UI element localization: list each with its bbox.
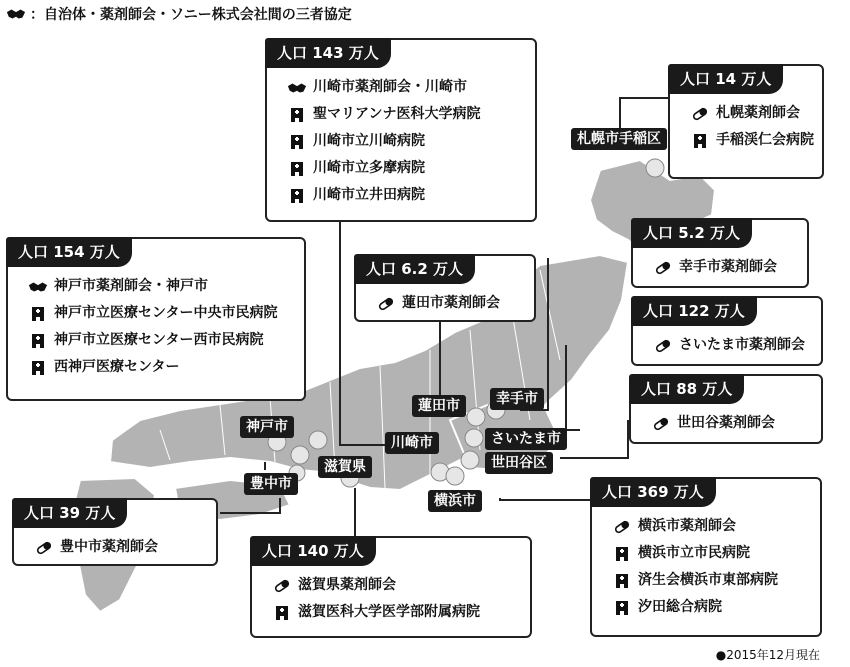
hospital-icon (272, 605, 292, 621)
partner-item (8, 354, 304, 381)
partner-name: 滋賀医科大学医学部附属病院 (298, 604, 480, 620)
partner-name: 滋賀県薬剤師会 (298, 577, 396, 593)
hospital-icon (287, 107, 307, 123)
population-header: 人口 369 万人 (590, 477, 716, 507)
hospital-icon (28, 360, 48, 376)
info-box-kobe (6, 237, 306, 401)
pill-icon (653, 338, 673, 354)
pill-icon (651, 416, 671, 432)
partner-item (267, 182, 535, 209)
handshake-icon (287, 80, 307, 96)
population-header: 人口 88 万人 (629, 374, 744, 404)
marker-kobe-2 (291, 446, 309, 464)
partner-name: 横浜市薬剤師会 (638, 518, 736, 534)
population-header: 人口 154 万人 (6, 237, 132, 267)
population-header: 人口 14 万人 (668, 64, 783, 94)
partner-name: 横浜市立市民病院 (638, 545, 750, 561)
place-label-sapporo: 札幌市手稲区 (571, 128, 667, 150)
partner-item (267, 155, 535, 182)
hospital-icon (287, 161, 307, 177)
place-label-hasuda: 蓮田市 (412, 395, 466, 417)
marker-setagaya (461, 451, 479, 469)
partner-name: 済生会横浜市東部病院 (638, 572, 778, 588)
marker-hasuda (467, 408, 485, 426)
partner-name: 幸手市薬剤師会 (679, 259, 777, 275)
partner-name: 神戸市薬剤師会・神戸市 (54, 278, 208, 294)
partner-item (8, 327, 304, 354)
info-box-hasuda (354, 254, 536, 322)
place-label-yokohama: 横浜市 (428, 490, 482, 512)
partner-item (356, 290, 534, 317)
place-label-setagaya: 世田谷区 (485, 452, 553, 474)
partner-name: 豊中市薬剤師会 (60, 539, 158, 555)
hospital-icon (287, 188, 307, 204)
partner-item (592, 594, 820, 621)
partner-name: 川崎市立川崎病院 (313, 133, 425, 149)
hospital-icon (690, 133, 710, 149)
partner-name: 聖マリアンナ医科大学病院 (313, 106, 481, 122)
partner-name: 手稲渓仁会病院 (716, 132, 814, 148)
pill-icon (272, 578, 292, 594)
partner-item (14, 534, 216, 561)
place-label-shiga: 滋賀県 (318, 456, 372, 478)
info-box-shiga (250, 536, 532, 638)
partner-name: 札幌薬剤師会 (716, 105, 800, 121)
partner-item (252, 572, 530, 599)
population-header: 人口 143 万人 (265, 38, 391, 68)
place-label-toyonaka: 豊中市 (244, 473, 298, 495)
info-box-saitama (631, 296, 823, 366)
population-header: 人口 6.2 万人 (354, 254, 475, 284)
place-label-satte: 幸手市 (490, 388, 544, 410)
population-header: 人口 122 万人 (631, 296, 757, 326)
hospital-icon (28, 306, 48, 322)
hospital-icon (287, 134, 307, 150)
partner-item (633, 254, 807, 281)
legend (6, 4, 352, 24)
hospital-icon (612, 573, 632, 589)
hospital-icon (612, 546, 632, 562)
hospital-icon (28, 333, 48, 349)
info-box-kawasaki (265, 38, 537, 222)
pill-icon (690, 106, 710, 122)
partner-item (592, 567, 820, 594)
legend-text: ：自治体・薬剤師会・ソニー株式会社間の三者協定 (30, 7, 352, 23)
handshake-icon (28, 279, 48, 295)
footnote: ●2015年12月現在 (715, 648, 820, 662)
info-box-setagaya (629, 374, 823, 444)
partner-item (8, 300, 304, 327)
place-label-kawasaki: 川崎市 (385, 432, 439, 454)
partner-item (633, 332, 821, 359)
partner-name: 世田谷薬剤師会 (677, 415, 775, 431)
partner-name: 川崎市立多摩病院 (313, 160, 425, 176)
partner-item (267, 101, 535, 128)
partner-item (592, 513, 820, 540)
marker-saitama (465, 429, 483, 447)
partner-item (267, 128, 535, 155)
info-box-toyonaka (12, 498, 218, 566)
hospital-icon (612, 600, 632, 616)
place-label-kobe: 神戸市 (240, 416, 294, 438)
marker-yokohama (446, 467, 464, 485)
info-box-yokohama (590, 477, 822, 637)
partner-name: 川崎市薬剤師会・川崎市 (313, 79, 467, 95)
population-header: 人口 5.2 万人 (631, 218, 752, 248)
marker-sapporo (646, 159, 664, 177)
population-header: 人口 140 万人 (250, 536, 376, 566)
partner-name: さいたま市薬剤師会 (679, 337, 805, 353)
partner-item (670, 100, 822, 127)
partner-item (252, 599, 530, 626)
partner-item (267, 74, 535, 101)
info-box-sapporo (668, 64, 824, 179)
partner-item (631, 410, 821, 437)
population-header: 人口 39 万人 (12, 498, 127, 528)
partner-name: 汐田総合病院 (638, 599, 722, 615)
place-label-saitama: さいたま市 (485, 428, 567, 450)
pill-icon (653, 260, 673, 276)
handshake-icon (6, 6, 26, 22)
partner-name: 西神戸医療センター (54, 359, 180, 375)
partner-name: 神戸市立医療センター西市民病院 (54, 332, 264, 348)
partner-name: 神戸市立医療センター中央市民病院 (54, 305, 278, 321)
pill-icon (376, 296, 396, 312)
partner-name: 川崎市立井田病院 (313, 187, 425, 203)
info-box-satte (631, 218, 809, 288)
pill-icon (34, 540, 54, 556)
marker-kobe-3 (309, 431, 327, 449)
partner-item (592, 540, 820, 567)
pill-icon (612, 519, 632, 535)
partner-item (670, 127, 822, 154)
partner-name: 蓮田市薬剤師会 (402, 295, 500, 311)
partner-item (8, 273, 304, 300)
